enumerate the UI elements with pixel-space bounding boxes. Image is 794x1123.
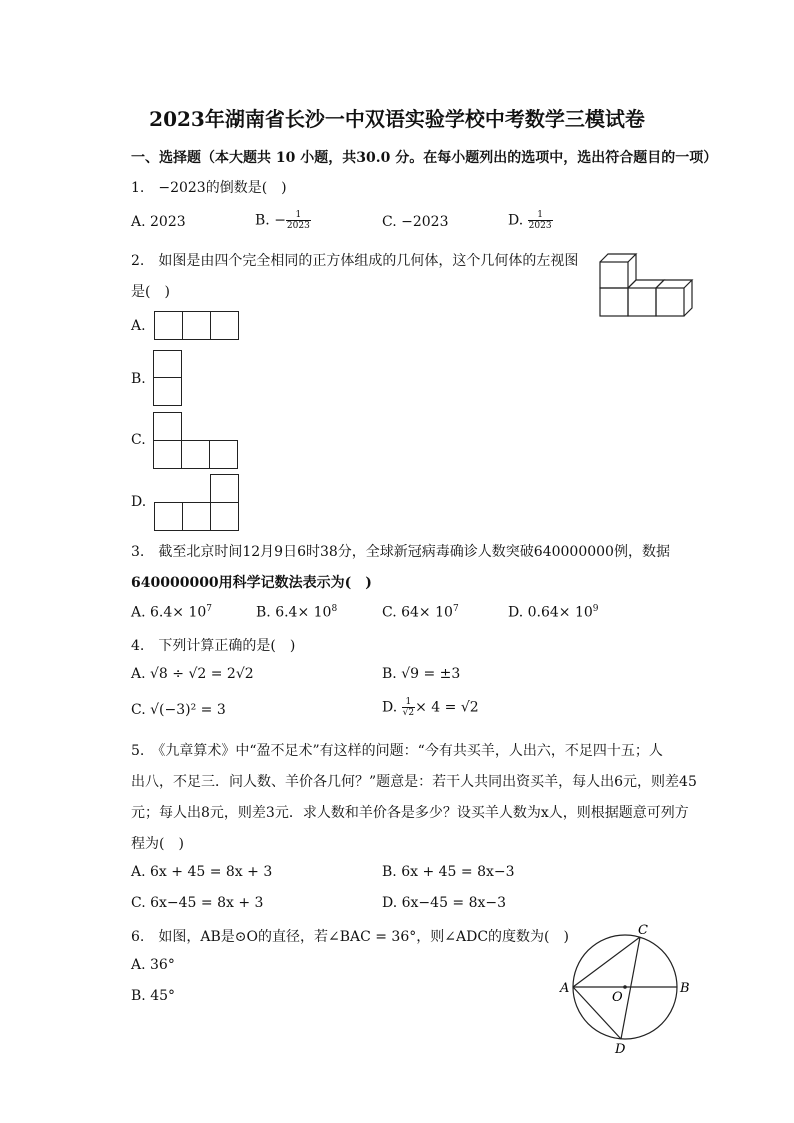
question-2-stem-line2: 是( ) <box>131 284 170 300</box>
q1-option-d[interactable] <box>508 210 553 231</box>
question-3-stem-line2: 640000000用科学记数法表示为( ) <box>131 575 372 591</box>
label-o: O <box>612 990 623 1005</box>
q1-option-a[interactable]: A. 2023 <box>131 214 186 230</box>
q5-option-d[interactable]: D. 6x−45 = 8x−3 <box>382 895 507 911</box>
q3-option-c[interactable] <box>382 604 459 621</box>
q2-option-d[interactable]: D. <box>131 494 147 510</box>
q1-d-denominator: 2023 <box>528 221 552 231</box>
q2-d-square-1 <box>154 502 183 531</box>
cube-solid-figure <box>596 250 696 320</box>
q4-option-d-fraction <box>402 697 415 718</box>
q1-option-d-fraction <box>528 210 553 231</box>
q2-b-square-2 <box>153 377 182 406</box>
q2-b-square-1 <box>153 350 182 378</box>
q4-d-denominator: √2 <box>402 708 415 718</box>
q4-option-c[interactable]: C. √(−3)² = 3 <box>131 702 226 718</box>
q5-option-b[interactable]: B. 6x + 45 = 8x−3 <box>382 864 515 880</box>
q3-d-text: D. 0.64× 10 <box>508 604 593 621</box>
q2-option-a[interactable]: A. <box>131 318 146 334</box>
question-5-line1: 5. 《九章算术》中“盈不足术”有这样的问题：“今有共买羊，人出六，不足四十五；人 <box>131 743 663 759</box>
q4-d-prefix: D. <box>382 699 402 716</box>
q1-b-denominator: 2023 <box>286 221 310 231</box>
q5-option-c[interactable]: C. 6x−45 = 8x + 3 <box>131 895 264 911</box>
label-d: D <box>615 1042 626 1056</box>
q4-d-suffix: × 4 = √2 <box>415 699 479 716</box>
question-5-line2: 出八，不足三．问人数、羊价各几何？”题意是：若干人共同出资买羊，每人出6元，则差45 <box>131 774 697 790</box>
center-point <box>623 985 627 989</box>
question-1-stem: 1. −2023的倒数是( ) <box>131 180 287 196</box>
q1-option-b-prefix: B. − <box>255 212 286 229</box>
q5-option-a[interactable]: A. 6x + 45 = 8x + 3 <box>131 864 273 880</box>
q4-d-numerator: 1 <box>402 697 415 708</box>
q3-c-text: C. 64× 10 <box>382 604 453 621</box>
q2-d-square-3 <box>210 502 239 531</box>
q1-option-b-fraction <box>286 210 311 231</box>
question-6-stem: 6. 如图，AB是⊙O的直径，若∠BAC = 36°，则∠ADC的度数为( ) <box>131 929 569 945</box>
question-5-line4: 程为( ) <box>131 836 184 852</box>
label-a: A <box>560 981 570 996</box>
q2-option-b[interactable]: B. <box>131 371 146 387</box>
section-heading-choice: 一、选择题（本大题共 10 小题，共30.0 分。在每小题列出的选项中，选出符合题目的一项） <box>131 150 718 166</box>
q3-option-d[interactable] <box>508 604 599 621</box>
q3-b-text: B. 6.4× 10 <box>256 604 332 621</box>
page-title: 2023年湖南省长沙一中双语实验学校中考数学三模试卷 <box>149 107 645 131</box>
q2-a-square-1 <box>154 311 183 340</box>
label-c: C <box>638 923 648 938</box>
label-b: B <box>680 981 690 996</box>
q6-option-a[interactable]: A. 36° <box>131 957 175 973</box>
q1-option-d-prefix: D. <box>508 212 528 229</box>
q3-a-text: A. 6.4× 10 <box>131 604 207 621</box>
q4-option-a[interactable]: A. √8 ÷ √2 = 2√2 <box>131 666 254 682</box>
q4-option-d[interactable] <box>382 697 479 718</box>
q6-option-b[interactable]: B. 45° <box>131 988 176 1004</box>
q1-b-numerator: 1 <box>286 210 311 221</box>
circle-geometry-figure <box>558 920 694 1056</box>
q3-a-exponent: 7 <box>206 604 213 614</box>
q3-option-a[interactable] <box>131 604 212 621</box>
q2-d-square-2 <box>182 502 211 531</box>
question-3-stem-line1: 3. 截至北京时间12月9日6时38分，全球新冠病毒确诊人数突破640000000例，数据 <box>131 544 670 560</box>
q2-option-c[interactable]: C. <box>131 432 146 448</box>
q3-c-exponent: 7 <box>452 604 459 614</box>
q2-a-square-2 <box>182 311 211 340</box>
q2-c-square-2 <box>181 440 210 469</box>
q3-option-b[interactable] <box>256 604 337 621</box>
q2-c-square-3 <box>209 440 238 469</box>
q2-c-square-1 <box>153 440 182 469</box>
q1-d-numerator: 1 <box>528 210 553 221</box>
q2-a-square-3 <box>210 311 239 340</box>
q1-option-b[interactable] <box>255 210 311 231</box>
question-5-line3: 元；每人出8元，则差3元．求人数和羊价各是多少？设买羊人数为x人，则根据题意可列方 <box>131 805 689 821</box>
q1-option-c[interactable]: C. −2023 <box>382 214 449 230</box>
q2-d-square-top <box>210 474 239 503</box>
chord-ac <box>573 937 640 987</box>
question-2-stem-line1: 2. 如图是由四个完全相同的正方体组成的几何体，这个几何体的左视图 <box>131 253 579 269</box>
q2-c-square-top <box>153 412 182 441</box>
q3-d-exponent: 9 <box>592 604 599 614</box>
q3-b-exponent: 8 <box>331 604 338 614</box>
question-4-stem: 4. 下列计算正确的是( ) <box>131 638 296 654</box>
q4-option-b[interactable]: B. √9 = ±3 <box>382 666 461 682</box>
